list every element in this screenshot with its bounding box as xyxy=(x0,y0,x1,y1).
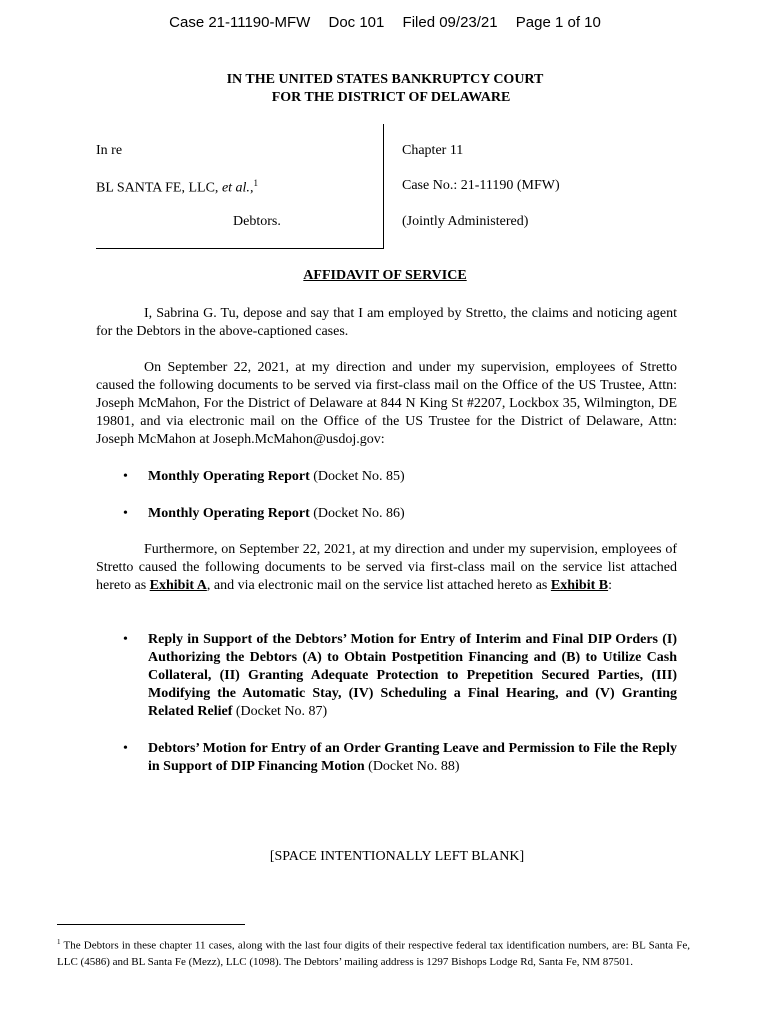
item-docket: (Docket No. 85) xyxy=(309,469,405,484)
filed-date-header: Filed 09/23/21 xyxy=(402,14,498,31)
caption-footnote-mark: 1 xyxy=(253,178,258,188)
footnote-mark: 1 xyxy=(57,938,61,946)
debtors-label: Debtors. xyxy=(233,214,281,229)
footnote-text: The Debtors in these chapter 11 cases, along with the last four digits of their respective federal tax identification numbers, are: BL Santa Fe, LLC (4586) and BL Santa Fe (Mezz), LLC (1098). The Debtors’ mailing address is 1297 Bishops Lodge Rd, Santa Fe, NM 87501. xyxy=(57,939,690,968)
court-line-1: IN THE UNITED STATES BANKRUPTCY COURT xyxy=(226,72,544,87)
paragraph-2: On September 22, 2021, at my direction and under my supervision, employees of Stretto caused the following documents to be served via first-class mail on the Office of the US Trustee, Attn: Joseph McMahon, For the District of Delaware at 844 N King St #2207, Lockbox 35, Wilmington, DE 19801, and via electronic mail on the Office of the US Trustee for the District of Delaware, Attn: Joseph McMahon at Joseph.McMahon@usdoj.gov: xyxy=(96,360,677,447)
bullet-icon: • xyxy=(123,741,128,756)
page-number-header: Page 1 of 10 xyxy=(515,14,601,31)
court-heading xyxy=(0,71,770,107)
paragraph-3-text-b: , and via electronic mail on the service list attached hereto as xyxy=(206,578,551,593)
et-al: et al. xyxy=(221,180,250,196)
bullet-icon: • xyxy=(123,632,128,647)
list-item-mor-85 xyxy=(96,468,677,486)
paragraph-3-text-a: Furthermore, on September 22, 2021, at my direction and under my supervision, employees of Stretto caused the following documents to be served via first-class mail on the service list attached hereto as xyxy=(96,542,677,593)
bullet-icon: • xyxy=(123,506,128,521)
item-docket: (Docket No. 87) xyxy=(232,704,328,719)
item-title: Debtors’ Motion for Entry of an Order Granting Leave and Permission to File the Reply in Support of DIP Financing Motion xyxy=(148,741,677,774)
item-docket: (Docket No. 86) xyxy=(309,506,405,521)
case-number-header: Case 21-11190-MFW xyxy=(169,14,311,31)
item-title: Monthly Operating Report xyxy=(148,469,310,484)
debtor-name-line: BL SANTA FE, LLC, et al.,$^1$ xyxy=(96,178,258,196)
court-line-2: FOR THE DISTRICT OF DELAWARE xyxy=(271,90,511,105)
jointly-administered-label: (Jointly Administered) xyxy=(402,214,529,229)
exhibit-a-ref: Exhibit A xyxy=(149,578,207,593)
caption-left-box xyxy=(96,124,384,249)
item-title: Monthly Operating Report xyxy=(148,506,310,521)
item-title: Reply in Support of the Debtors’ Motion for Entry of Interim and Final DIP Orders (I) Authorizing the Debtors (A) to Obtain Postpetition Financing and (B) to Utilize Cash Collateral, (II) Granting Adequate Protection to Prepetition Secured Parties, (III) Modifying the Automatic Stay, (IV) Scheduling a Final Hearing, and (V) Granting Related Relief xyxy=(148,632,677,719)
footnote xyxy=(57,934,690,970)
space-left-blank: [SPACE INTENTIONALLY LEFT BLANK] xyxy=(269,849,525,864)
doc-number-header: Doc 101 xyxy=(328,14,385,31)
affidavit-title: AFFIDAVIT OF SERVICE xyxy=(303,268,467,283)
bullet-icon: • xyxy=(123,469,128,484)
paragraph-1: I, Sabrina G. Tu, depose and say that I am employed by Stretto, the claims and noticing agent for the Debtors in the above-captioned cases. xyxy=(96,306,677,339)
footnote-divider xyxy=(57,924,245,925)
list-item-motion-88 xyxy=(96,740,677,776)
paragraph-3 xyxy=(96,541,677,595)
chapter-label: Chapter 11 xyxy=(402,143,464,158)
paragraph-3-text-c: : xyxy=(608,578,612,593)
case-number-label: Case No.: 21-11190 (MFW) xyxy=(402,178,560,193)
list-item-mor-86 xyxy=(96,505,677,523)
exhibit-b-ref: Exhibit B xyxy=(550,578,609,593)
list-item-reply-87 xyxy=(96,631,677,721)
debtor-name: BL SANTA FE, LLC, xyxy=(96,180,219,196)
in-re-label: In re xyxy=(96,143,123,158)
ecf-header xyxy=(0,14,770,31)
item-docket: (Docket No. 88) xyxy=(364,759,460,774)
